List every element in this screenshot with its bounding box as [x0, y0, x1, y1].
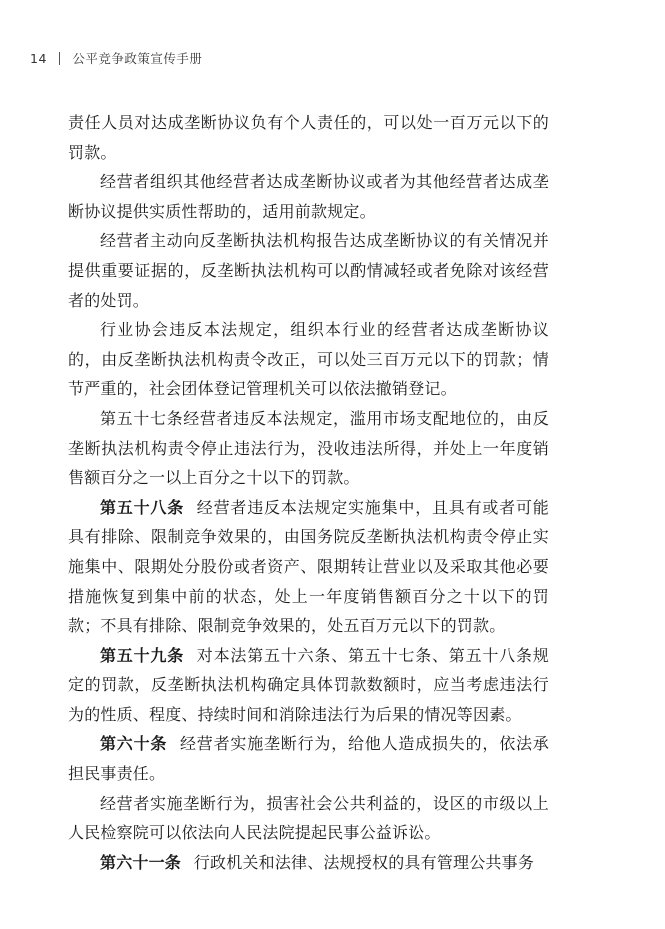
article-number: 第五十九条	[100, 645, 184, 665]
paragraph-text: 经营者主动向反垄断执法机构报告达成垄断协议的有关情况并提供重要证据的，反垄断执法机构可以酌情减轻或者免除对该经营者的处罚。	[68, 231, 549, 310]
article-number: 第六十一条	[100, 852, 182, 872]
paragraph-text: 经营者违反本法规定实施集中，且具有或者可能具有排除、限制竞争效果的，由国务院反垄断执法机构责令停止实施集中、限期处分股份或者资产、限期转让营业以及采取其他必要措施恢复到集中前的状态，处上一年度销售额百分之十以下的罚款；不具有排除、限制竞争效果的，处五百万元以下的罚款。	[68, 497, 549, 636]
paragraph	[68, 729, 549, 788]
paragraph-text: 经营者组织其他经营者达成垄断协议或者为其他经营者达成垄断协议提供实质性帮助的，适用前款规定。	[68, 172, 549, 221]
paragraph-text: 对本法第五十六条、第五十七条、第五十八条规定的罚款，反垄断执法机构确定具体罚款数额时，应当考虑违法行为的性质、程度、持续时间和消除违法行为后果的情况等因素。	[68, 645, 549, 724]
page-header	[30, 48, 202, 68]
paragraph	[68, 493, 549, 641]
paragraph	[68, 226, 549, 315]
paragraph	[68, 404, 549, 493]
paragraph	[68, 789, 549, 848]
paragraph-text: 经营者实施垄断行为，损害社会公共利益的，设区的市级以上人民检察院可以依法向人民法院提起民事公益诉讼。	[68, 793, 549, 843]
header-separator	[59, 52, 61, 65]
paragraph	[68, 108, 549, 167]
paragraph-text: 行业协会违反本法规定，组织本行业的经营者达成垄断协议的，由反垄断执法机构责令改正，可以处三百万元以下的罚款；情节严重的，社会团体登记管理机关可以依法撤销登记。	[68, 320, 549, 399]
paragraph	[68, 167, 549, 226]
article-number: 第五十八条	[100, 497, 184, 517]
paragraph-text: 第五十七条经营者违反本法规定，滥用市场支配地位的，由反垄断执法机构责令停止违法行为，没收违法所得，并处上一年度销售额百分之一以上百分之十以下的罚款。	[68, 408, 549, 488]
book-title: 公平竞争政策宣传手册	[72, 51, 203, 66]
paragraph	[68, 848, 549, 878]
paragraph	[68, 641, 549, 730]
article-number: 第六十条	[100, 734, 168, 754]
paragraph-text: 行政机关和法律、法规授权的具有管理公共事务	[193, 852, 535, 872]
page-number: 14	[30, 50, 47, 66]
paragraph-text: 责任人员对达成垄断协议负有个人责任的，可以处一百万元以下的罚款。	[68, 113, 549, 162]
paragraph-text: 经营者实施垄断行为，给他人造成损失的，依法承担民事责任。	[68, 734, 549, 784]
paragraph	[68, 315, 549, 404]
page-body	[68, 108, 549, 877]
